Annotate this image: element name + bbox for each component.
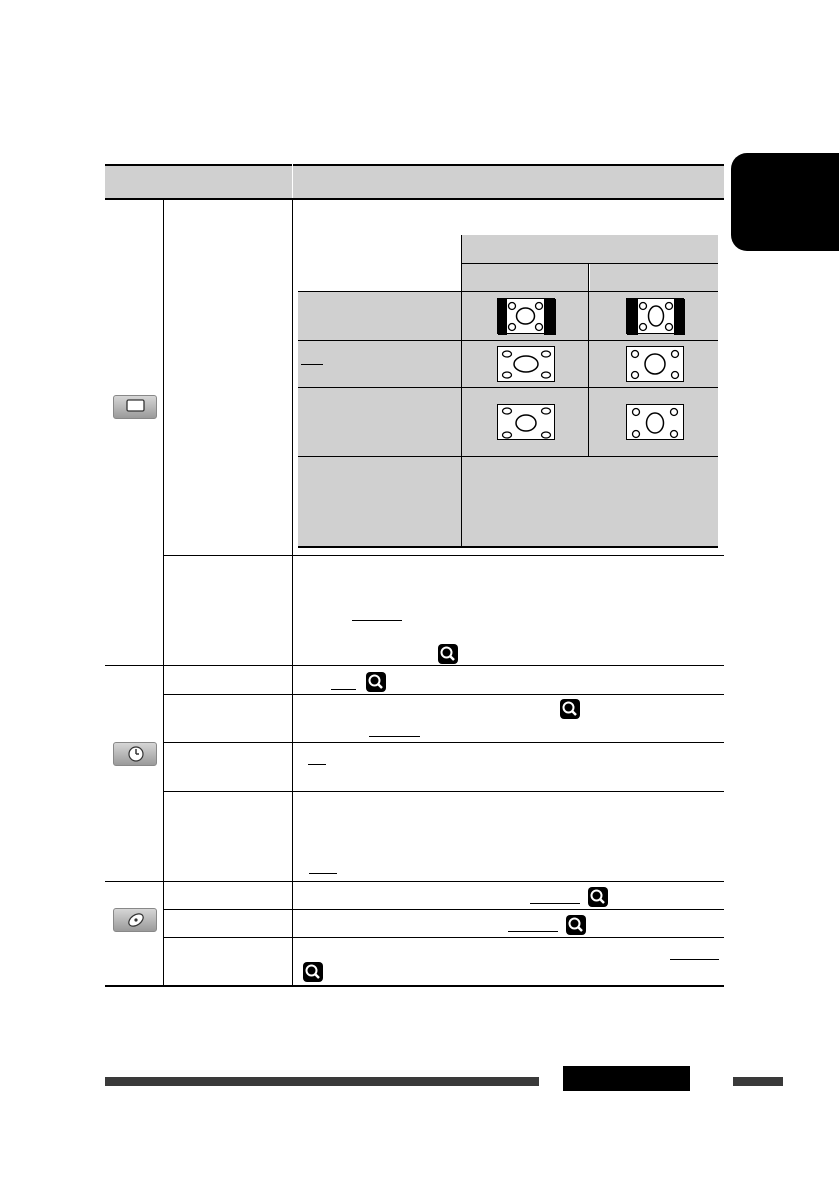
- underline-mark: [331, 689, 356, 690]
- aspect-screen-thumbnail: [497, 298, 555, 334]
- table-header-bottom-rule: [105, 198, 724, 200]
- row-sep-3: [163, 742, 724, 743]
- col-line-category: [163, 198, 164, 986]
- underline-mark: [308, 764, 326, 765]
- magnifier-icon: [303, 962, 323, 982]
- underline-mark: [301, 364, 323, 365]
- aspect-row-rule-1: [298, 340, 718, 341]
- table-top-rule: [105, 164, 724, 166]
- page-number-box: [563, 1066, 690, 1091]
- section-sep-2: [105, 881, 724, 882]
- row-sep-2: [163, 694, 724, 695]
- underline-mark: [369, 736, 420, 737]
- table-header-row: [105, 164, 724, 198]
- magnifier-icon: [366, 672, 386, 692]
- underline-mark: [670, 959, 719, 960]
- magnifier-icon: [560, 699, 580, 719]
- aspect-row-rule-3: [298, 456, 718, 457]
- aspect-bottom-rule: [298, 546, 718, 548]
- aspect-screen-thumbnail: [497, 346, 555, 382]
- table-header-divider: [292, 164, 293, 198]
- row-sep-5: [163, 909, 724, 910]
- aspect-row4: [298, 457, 718, 546]
- magnifier-icon: [588, 887, 608, 907]
- col-line-item: [292, 198, 293, 986]
- table-bottom-rule: [105, 985, 724, 987]
- underline-mark: [508, 931, 558, 932]
- language-side-tab: [731, 153, 839, 251]
- footer-bar-right: [733, 1077, 783, 1086]
- aspect-col-line-1: [461, 235, 462, 547]
- row-sep-6: [163, 937, 724, 938]
- magnifier-icon: [438, 644, 458, 664]
- underline-mark: [352, 620, 402, 621]
- underline-mark: [530, 903, 580, 904]
- magnifier-icon: [566, 915, 586, 935]
- aspect-row-rule-2: [298, 387, 718, 388]
- aspect-screen-thumbnail: [497, 404, 555, 440]
- row-sep-4: [163, 791, 724, 792]
- footer-bar-left: [105, 1077, 539, 1086]
- underline-mark: [309, 873, 337, 874]
- disc-icon: [113, 908, 157, 932]
- aspect-screen-thumbnail: [626, 346, 684, 382]
- aspect-col-a-header: [461, 264, 588, 291]
- clock-icon: [113, 742, 157, 766]
- section-sep-1: [105, 665, 724, 666]
- aspect-screen-thumbnail: [626, 298, 684, 334]
- monitor-icon: [113, 395, 157, 419]
- aspect-screen-thumbnail: [626, 404, 684, 440]
- aspect-header-rule-1: [461, 263, 718, 264]
- aspect-col-b-header: [590, 264, 718, 291]
- row-sep-1: [163, 555, 724, 556]
- aspect-col-line-2: [588, 264, 589, 456]
- aspect-group-header: [461, 235, 718, 263]
